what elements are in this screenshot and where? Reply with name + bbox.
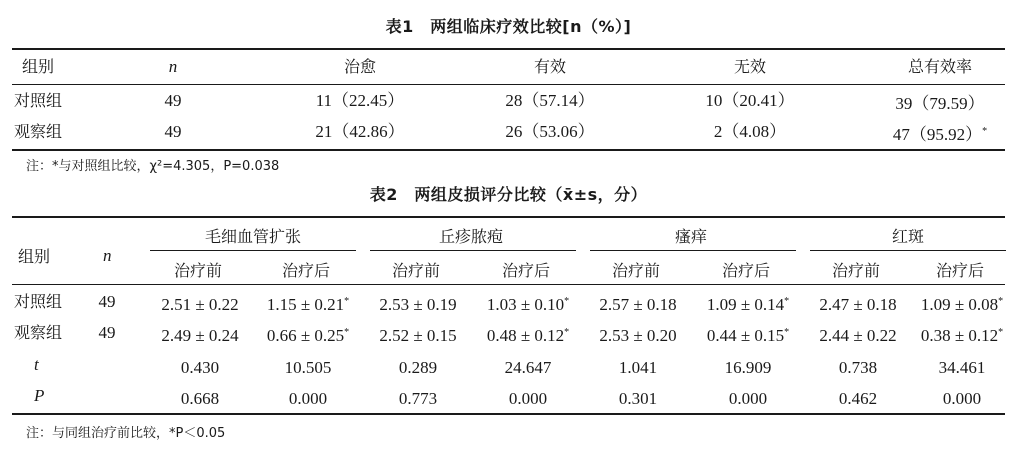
table2-cell-value: 10.505	[284, 358, 332, 377]
table2-indicator-rule	[370, 250, 576, 251]
table1-row-n: 49	[164, 91, 182, 110]
table2-cell	[366, 287, 470, 320]
table2-cell-value: 1.03 ± 0.10	[486, 295, 565, 314]
table2-cell	[366, 318, 470, 351]
table1-header-group: 组别	[22, 57, 55, 76]
table2-cell-value: 0.000	[728, 389, 768, 408]
table2-cell-value: 0.738	[838, 358, 878, 377]
table1-row-cured: 21（42.86）	[315, 122, 405, 141]
table2-cell	[910, 287, 1014, 320]
table1-row-total-value: 47（95.92）	[892, 125, 983, 144]
table2-cell	[256, 381, 360, 414]
table2-cell	[586, 287, 690, 320]
table2-cell-value: 2.44 ± 0.22	[819, 326, 897, 345]
table1-top-rule	[12, 48, 1005, 50]
table2-cell-value: 2.53 ± 0.19	[379, 295, 457, 314]
table2-indicator-rule	[150, 250, 356, 251]
table2-cell	[476, 350, 580, 383]
table2-row-label: 观察组	[14, 323, 63, 342]
table2-sub-before: 治疗前	[391, 261, 440, 280]
table2-cell-value: 16.909	[724, 358, 772, 377]
table2-row	[0, 318, 1017, 348]
table2-cell	[476, 318, 580, 351]
table2-note: 注：与同组治疗前比较，*P＜0.05	[26, 426, 226, 441]
table2-indicator-pruritus: 瘙痒	[674, 227, 707, 246]
table2-cell	[476, 287, 580, 320]
table2-row-n: 49	[98, 323, 116, 342]
table2-cell	[366, 350, 470, 383]
table2-cell-mark: *	[344, 327, 350, 338]
table2-indicator-rule	[590, 250, 796, 251]
table2-cell	[806, 350, 910, 383]
table2-indicator-telangiectasia: 毛细血管扩张	[204, 227, 301, 246]
table2-cell-value: 0.44 ± 0.15	[706, 326, 785, 345]
table2-cell-value: 0.48 ± 0.12	[486, 326, 565, 345]
table2-cell-mark: *	[564, 327, 570, 338]
table2-cell-value: 2.49 ± 0.24	[161, 326, 239, 345]
table2-cell	[696, 287, 800, 320]
table2-caption: 表2 两组皮损评分比较（x̄±s，分）	[369, 185, 648, 204]
table1-row-invalid: 2（4.08）	[713, 122, 787, 141]
table2-cell	[148, 287, 252, 320]
table2-cell-value: 0.66 ± 0.25	[266, 326, 345, 345]
table1-row	[0, 117, 1017, 147]
table2-cell-mark: *	[784, 296, 790, 307]
table1-row-effective: 26（53.06）	[505, 122, 595, 141]
table2-cell	[256, 287, 360, 320]
table2-cell-value: 1.15 ± 0.21	[266, 295, 345, 314]
table2-cell-mark: *	[998, 296, 1004, 307]
table2-cell-mark: *	[564, 296, 570, 307]
table2-cell	[366, 381, 470, 414]
table2-cell	[148, 318, 252, 351]
table2-cell-value: 0.289	[398, 358, 438, 377]
table2-header-group: 组别	[18, 247, 51, 266]
table2-row-label: 对照组	[14, 292, 63, 311]
table2-cell	[586, 318, 690, 351]
table1-header-effective: 有效	[533, 57, 566, 76]
table1-header-rule	[12, 84, 1005, 85]
table2-cell	[476, 381, 580, 414]
table2-cell	[586, 381, 690, 414]
table2-indicator-papule: 丘疹脓疱	[438, 227, 503, 246]
table2-cell-mark: *	[784, 327, 790, 338]
table1-row-total-value: 39（79.59）	[895, 94, 985, 113]
table2-cell-value: 0.38 ± 0.12	[920, 326, 999, 345]
table2-cell	[806, 381, 910, 414]
table2-cell	[256, 318, 360, 351]
table2-indicator-erythema: 红斑	[891, 227, 924, 246]
table2-row-label: t	[34, 355, 39, 374]
table1-row-total-mark: *	[982, 126, 988, 137]
table2-row	[0, 381, 1017, 411]
table1-row-n: 49	[164, 122, 182, 141]
table1-header-total: 总有效率	[907, 57, 972, 76]
table2-header-rule	[12, 284, 1005, 285]
table2-sub-before: 治疗前	[831, 261, 880, 280]
table1-row-cured: 11（22.45）	[315, 91, 405, 110]
table1-header-row	[0, 52, 1017, 82]
table2-sub-before: 治疗前	[173, 261, 222, 280]
table2-cell-value: 24.647	[504, 358, 552, 377]
table1-note: 注：*与对照组比较，χ²=4.305，P=0.038	[26, 159, 280, 174]
table2-cell-value: 0.668	[180, 389, 220, 408]
table2-row-n: 49	[98, 292, 116, 311]
table2-cell	[910, 350, 1014, 383]
table2-cell-mark: *	[998, 327, 1004, 338]
table2-cell-value: 0.462	[838, 389, 878, 408]
table2-cell-value: 2.52 ± 0.15	[379, 326, 457, 345]
table2-cell	[910, 318, 1014, 351]
table2-sub-after: 治疗后	[501, 261, 550, 280]
table2-cell	[256, 350, 360, 383]
table1-header-cured: 治愈	[343, 57, 376, 76]
table2-top-rule	[12, 216, 1005, 218]
table2-cell	[148, 381, 252, 414]
table1-caption: 表1 两组临床疗效比较[n（%）]	[385, 17, 632, 36]
table2-cell-value: 0.000	[942, 389, 982, 408]
table2-cell-value: 2.53 ± 0.20	[599, 326, 677, 345]
table2-cell-value: 0.301	[618, 389, 658, 408]
table1-header-invalid: 无效	[733, 57, 766, 76]
table2-row	[0, 287, 1017, 317]
table2-sub-after: 治疗后	[935, 261, 984, 280]
table2-sub-before: 治疗前	[611, 261, 660, 280]
table2-row-label: P	[34, 386, 45, 405]
table2-indicator-rule	[810, 250, 1006, 251]
table1-row-group: 对照组	[14, 91, 63, 110]
table2-cell	[910, 381, 1014, 414]
table1-row-invalid: 10（20.41）	[705, 91, 795, 110]
table1-row	[0, 86, 1017, 116]
table2-cell-value: 0.773	[398, 389, 438, 408]
table2-cell	[806, 287, 910, 320]
table2-header-n: n	[103, 246, 112, 265]
table2-cell-value: 2.57 ± 0.18	[599, 295, 677, 314]
table2-cell-value: 0.430	[180, 358, 220, 377]
table2-cell-mark: *	[344, 296, 350, 307]
table2-bottom-rule	[12, 413, 1005, 415]
table2-sub-after: 治疗后	[721, 261, 770, 280]
table1-header-n: n	[168, 57, 178, 76]
table2-cell	[696, 318, 800, 351]
table2-row	[0, 350, 1017, 380]
table2-sub-after: 治疗后	[281, 261, 330, 280]
table2-cell-value: 2.51 ± 0.22	[161, 295, 239, 314]
table1-row-total	[870, 117, 1010, 150]
table2-cell-value: 1.09 ± 0.08	[920, 295, 999, 314]
table2-cell-value: 0.000	[508, 389, 548, 408]
table2-cell	[806, 318, 910, 351]
table2-cell	[696, 381, 800, 414]
table2-cell	[148, 350, 252, 383]
table1-row-total	[870, 86, 1010, 119]
table2-cell	[696, 350, 800, 383]
table2-cell-value: 34.461	[938, 358, 986, 377]
table2-cell-value: 0.000	[288, 389, 328, 408]
table1-bottom-rule	[12, 149, 1005, 151]
table1-row-effective: 28（57.14）	[505, 91, 595, 110]
table1-row-group: 观察组	[14, 122, 63, 141]
table2-cell	[586, 350, 690, 383]
table2-cell-value: 1.041	[618, 358, 658, 377]
table2-cell-value: 1.09 ± 0.14	[706, 295, 785, 314]
table2-cell-value: 2.47 ± 0.18	[819, 295, 897, 314]
